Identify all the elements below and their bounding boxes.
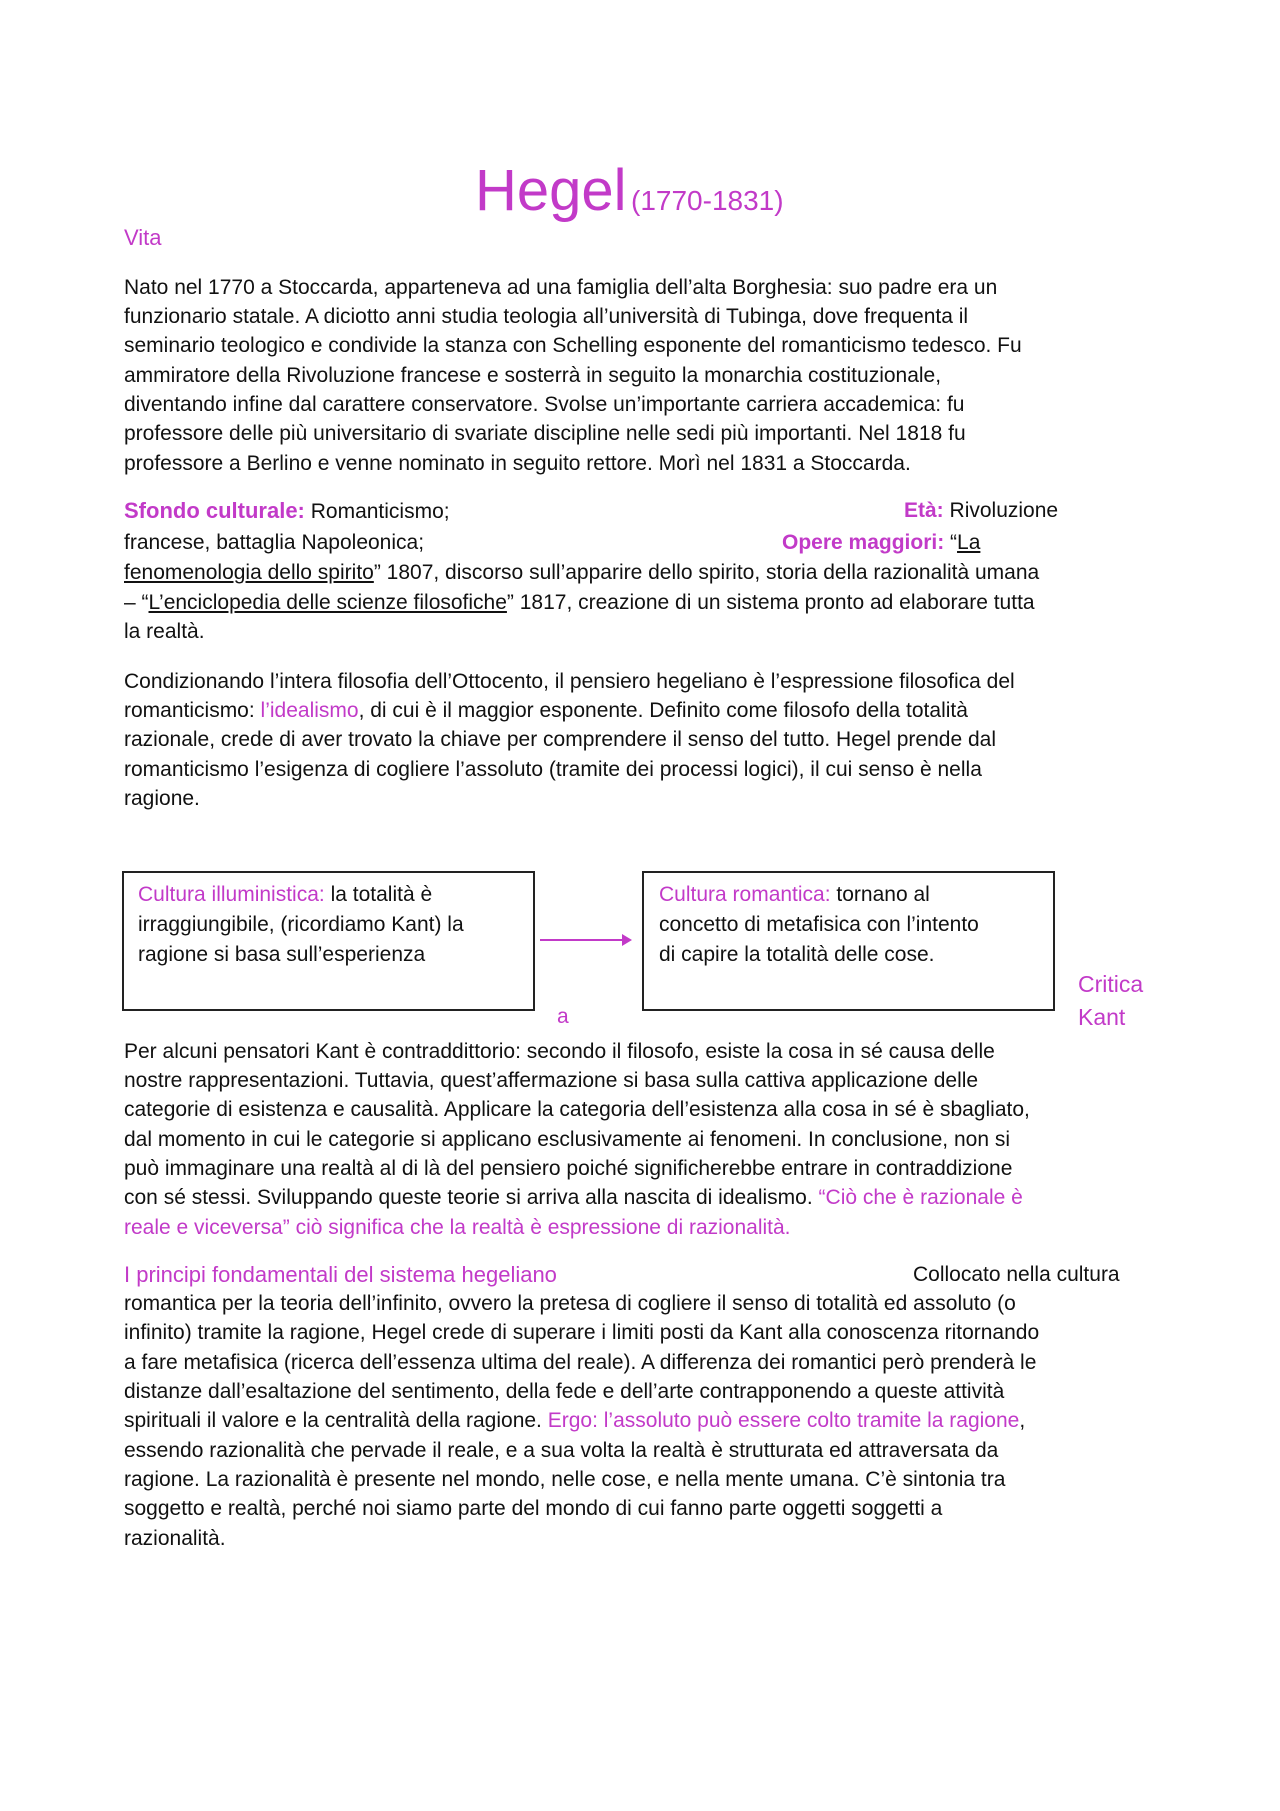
vita-line: professore delle più universitario di svariate discipline nelle sedi più importanti. Nel 1818 fu: [124, 422, 966, 445]
sfondo-line: [124, 496, 450, 526]
work-desc: ” 1807, discorso sull’apparire dello spirito, storia della razionalità umana: [373, 561, 1040, 584]
critica-kant-label: Kant: [1078, 1004, 1126, 1030]
principi-line: soggetto e realtà, perché noi siamo parte del mondo di cui fanno parte oggetti soggetti a: [124, 1497, 943, 1520]
romantica-label: Cultura romantica:: [659, 883, 831, 906]
work-title-fenomenologia: fenomenologia dello spirito: [124, 561, 374, 584]
illuminismo-label: Cultura illuministica:: [138, 883, 325, 906]
quote-highlight: “Ciò che è razionale è: [818, 1186, 1023, 1209]
critica-line: dal momento in cui le categorie si applicano esclusivamente ai fenomeni. In conclusione, non si: [124, 1128, 1010, 1151]
critica-line: Per alcuni pensatori Kant è contraddittorio: secondo il filosofo, esiste la cosa in sé causa delle: [124, 1040, 995, 1063]
opere-quote: “: [944, 531, 958, 554]
box-line: ragione si basa sull’esperienza: [138, 943, 426, 966]
vita-line: funzionario statale. A diciotto anni studia teologia all’università di Tubinga, dove frequenta il: [124, 305, 969, 328]
vita-line: Nato nel 1770 a Stoccarda, apparteneva ad una famiglia dell’alta Borghesia: suo padre era un: [124, 276, 998, 299]
intro-line: romanticismo l’esigenza di cogliere l’assoluto (tramite dei processi logici), il cui senso è nella: [124, 758, 982, 781]
critica-line: categorie di esistenza e causalità. Applicare la categoria dell’esistenza alla cosa in sé è sbagliato,: [124, 1098, 1030, 1121]
idealismo-highlight: l’idealismo: [260, 699, 359, 722]
sfondo-value: Romanticismo;: [304, 500, 450, 523]
context-line: [124, 558, 1039, 587]
quote-highlight: reale e viceversa” ciò significa che la realtà è espressione di razionalità.: [124, 1216, 791, 1239]
box-line: concetto di metafisica con l’intento: [659, 913, 979, 936]
eta-value: Rivoluzione: [943, 499, 1059, 522]
work-prefix: – “: [124, 591, 149, 614]
vita-line: professore a Berlino e venne nominato in seguito rettore. Morì nel 1831 a Stoccarda.: [124, 452, 911, 475]
arrow-icon: [538, 928, 632, 952]
principi-line: distanze dall’esaltazione del sentimento, della fede e dell’arte contrapponendo a queste attività: [124, 1380, 1005, 1403]
vita-line: ammiratore della Rivoluzione francese e sosterrà in seguito la monarchia costituzionale,: [124, 364, 942, 387]
principi-line: essendo razionalità che pervade il reale, e a sua volta la realtà è strutturata ed attraversata da: [124, 1439, 999, 1462]
principi-line: [124, 1406, 1025, 1435]
critica-line: [124, 1183, 1023, 1212]
illuminismo-box-text: [138, 880, 464, 970]
intro-text: , di cui è il maggior esponente. Definito come filosofo della totalità: [358, 699, 968, 722]
opere-label: Opere maggiori:: [782, 531, 945, 554]
principi-line: romantica per la teoria dell’infinito, ovvero la pretesa di cogliere il senso di totalità ed assoluto (o: [124, 1292, 1016, 1315]
intro-line: razionale, crede di aver trovato la chiave per comprendere il senso del tutto. Hegel prende dal: [124, 728, 997, 751]
box-line: irraggiungibile, (ricordiamo Kant) la: [138, 913, 464, 936]
vita-heading: Vita: [124, 225, 162, 250]
principi-line: Collocato nella cultura: [913, 1263, 1120, 1286]
box-line: di capire la totalità delle cose.: [659, 943, 935, 966]
context-line: [124, 588, 1035, 617]
principi-line: a fare metafisica (ricerca dell’essenza ultima del reale). A differenza dei romantici però prenderà le: [124, 1351, 1037, 1374]
eta-line: [904, 496, 1058, 525]
vita-line: seminario teologico e condivide la stanza con Schelling esponente del romanticismo tedesco. Fu: [124, 334, 1022, 357]
title-years: (1770-1831): [631, 185, 784, 216]
page-title: [475, 156, 784, 226]
arrow-label: a: [557, 1005, 569, 1028]
principi-line: ragione. La razionalità è presente nel mondo, nelle cose, e nella mente umana. C’è sintonia tra: [124, 1468, 1006, 1491]
context-line: francese, battaglia Napoleonica;: [124, 531, 425, 554]
intro-line: [124, 696, 968, 725]
work-desc: ” 1817, creazione di un sistema pronto ad elaborare tutta: [506, 591, 1035, 614]
critica-kant-label: Critica: [1078, 971, 1144, 997]
intro-text: romanticismo:: [124, 699, 261, 722]
vita-line: diventando infine dal carattere conservatore. Svolse un’importante carriera accademica: fu: [124, 393, 965, 416]
ergo-highlight: Ergo: l’assoluto può essere colto tramite la ragione: [547, 1409, 1020, 1432]
critica-line: può immaginare una realtà al di là del pensiero poiché significherebbe entrare in contraddizione: [124, 1157, 1013, 1180]
intro-line: ragione.: [124, 787, 200, 810]
intro-line: Condizionando l’intera filosofia dell’Ottocento, il pensiero hegeliano è l’espressione filosofica del: [124, 670, 1015, 693]
eta-label: Età:: [904, 499, 944, 522]
critica-line: nostre rappresentazioni. Tuttavia, quest’affermazione si basa sulla cattiva applicazione delle: [124, 1069, 979, 1092]
work-title-enciclopedia: L’enciclopedia delle scienze filosofiche: [148, 591, 507, 614]
title-name: Hegel: [475, 158, 627, 223]
principi-line: infinito) tramite la ragione, Hegel crede di superare i limiti posti da Kant alla conoscenza ritornando: [124, 1321, 1040, 1344]
context-line: la realtà.: [124, 620, 205, 643]
box-line: la totalità è: [324, 883, 433, 906]
box-line: tornano al: [830, 883, 930, 906]
opere-la: La: [957, 531, 981, 554]
principi-line: razionalità.: [124, 1527, 226, 1550]
romantica-box-text: [659, 880, 979, 970]
principi-text: spirituali il valore e la centralità della ragione.: [124, 1409, 548, 1432]
sfondo-label: Sfondo culturale:: [124, 498, 305, 523]
principi-text: ,: [1019, 1409, 1026, 1432]
opere-line: [782, 528, 980, 557]
critica-text: con sé stessi. Sviluppando queste teorie si arriva alla nascita di idealismo.: [124, 1186, 819, 1209]
principi-heading: I principi fondamentali del sistema hegeliano: [124, 1262, 557, 1287]
